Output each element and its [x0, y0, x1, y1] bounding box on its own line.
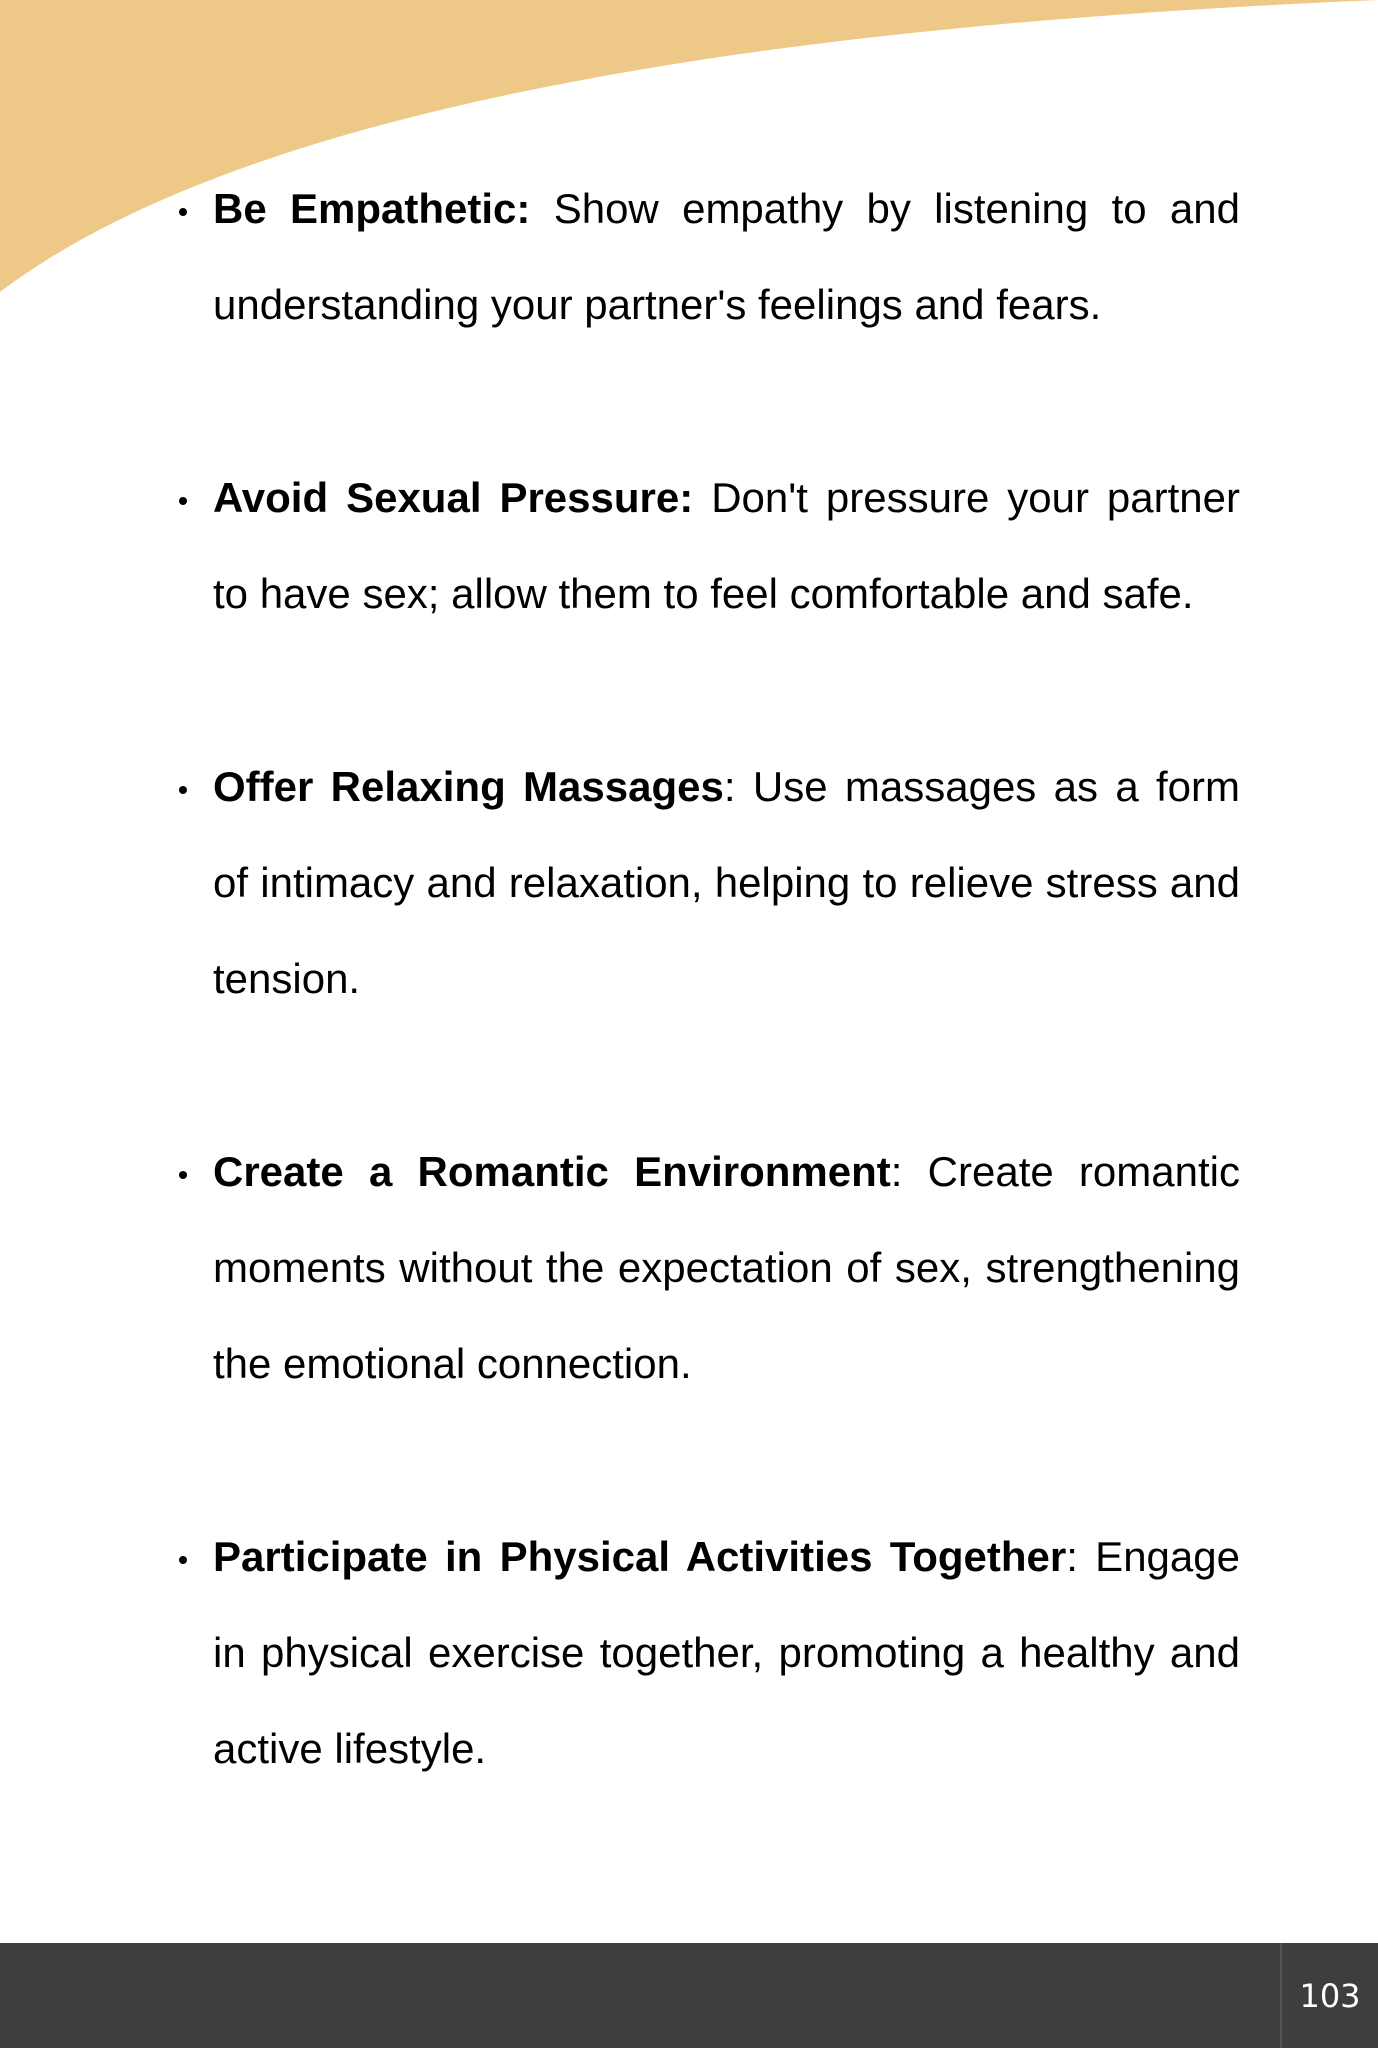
item-text: Show empathy by listening to and understanding your partner's feelings and fears.	[213, 185, 1240, 328]
item-title: Participate in Physical Activities Together	[213, 1533, 1067, 1580]
item-text: : Engage in physical exercise together, promoting a healthy and active lifestyle.	[213, 1533, 1240, 1772]
item-title: Avoid Sexual Pressure:	[213, 474, 694, 521]
item-title: Create a Romantic Environment	[213, 1148, 891, 1195]
page-content	[165, 161, 1240, 1894]
list-item	[165, 161, 1240, 353]
item-text: : Use massages as a form of intimacy and relaxation, helping to relieve stress and tension.	[213, 763, 1241, 1002]
item-text: Don't pressure your partner to have sex; allow them to feel comfortable and safe.	[213, 474, 1240, 617]
item-title: Be Empathetic:	[213, 185, 531, 232]
page-number: 103	[1299, 1976, 1361, 2015]
footer-bar	[0, 1943, 1378, 2048]
tips-list	[165, 161, 1240, 1797]
list-item	[165, 739, 1240, 1027]
item-text: : Create romantic moments without the expectation of sex, strengthening the emotional connection.	[213, 1148, 1240, 1387]
list-item	[165, 450, 1240, 642]
page-number-box	[1280, 1943, 1378, 2048]
list-item	[165, 1124, 1240, 1412]
item-title: Offer Relaxing Massages	[213, 763, 724, 810]
list-item	[165, 1509, 1240, 1797]
